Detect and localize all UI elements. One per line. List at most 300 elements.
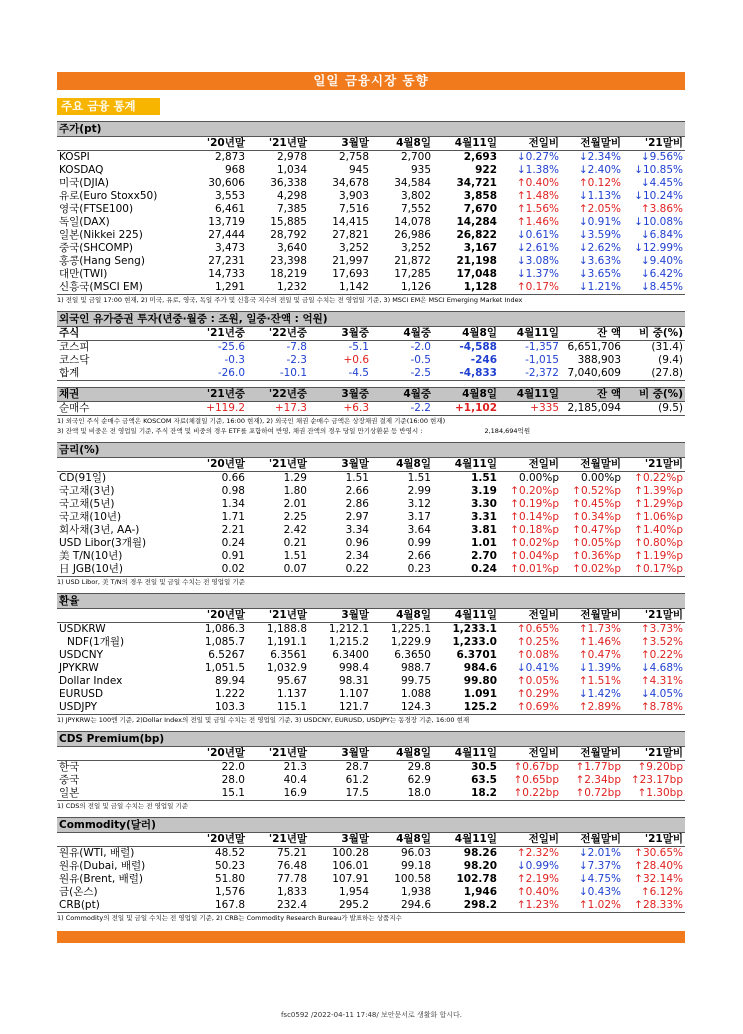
stocks-cell: 17,285	[394, 268, 431, 280]
rates-col-header	[57, 458, 185, 472]
cds-col-header: 전월말비	[561, 747, 623, 761]
stocks-cell: 27,231	[208, 255, 245, 267]
foreign-cell: 7,040,609	[561, 367, 623, 381]
stocks-row	[57, 164, 685, 177]
stocks-cell: ↑1.46%	[516, 216, 559, 228]
rates-cell: 0.96	[345, 537, 369, 549]
stocks-cell: ↑1.48%	[516, 190, 559, 202]
rates-row	[57, 563, 685, 577]
stocks-cell: ↓3.65%	[578, 268, 621, 280]
cds-col-header: '21년말	[247, 747, 309, 761]
stocks-cell: ↓3.59%	[578, 229, 621, 241]
cds-cell: 18.0	[371, 787, 433, 801]
rates-cell: ↑0.05%p	[572, 537, 621, 549]
rates-cell: 2.97	[345, 511, 369, 523]
commodity-col-header: '21말비	[623, 833, 685, 847]
fx-cell: 1.107	[338, 688, 369, 700]
fx-row-label: USDCNY	[59, 649, 104, 661]
fx-cell: ↓4.05%	[640, 688, 683, 700]
stocks-cell: 14,415	[332, 216, 369, 228]
rates-cell: 0.98	[221, 485, 245, 497]
commodity-cell: 98.26	[463, 847, 497, 859]
rates-cell: ↑0.20%p	[510, 485, 559, 497]
stocks-cell: 1,034	[276, 164, 307, 176]
commodity-cell: 167.8	[185, 899, 247, 913]
rates-cell: ↑0.19%p	[510, 498, 559, 510]
rates-cell: 3.64	[407, 524, 431, 536]
rates-cell: 2.99	[407, 485, 431, 497]
stocks-col-header: 3월말	[309, 137, 371, 151]
foreign-row	[57, 402, 685, 416]
stocks-note: 1) 전일 및 금일 17:00 현재, 2) 미국, 유로, 영국, 독일 주가 및 신흥국 지수의 전일 및 금일 수치는 전 영업일 기준, 3) MSCI EM은 MSCI Emerging Market Index	[57, 296, 523, 304]
rates-cell: 1.51	[283, 550, 307, 562]
stocks-cell: 2,873	[214, 151, 245, 163]
commodity-col-header	[57, 833, 185, 847]
commodity-row	[57, 899, 685, 913]
cds-cell: ↑23.17bp	[630, 774, 683, 786]
stocks-cell: 30,606	[208, 177, 245, 189]
cds-cell: 40.4	[283, 774, 307, 786]
stocks-cell: 27,821	[332, 229, 369, 241]
foreign-cell: -2.3	[286, 354, 307, 366]
rates-cell: 2.01	[283, 498, 307, 510]
foreign-note-2	[57, 426, 685, 436]
fx-cell: 6.3701	[456, 649, 497, 661]
cds-cell: 30.5	[471, 761, 497, 773]
fx-table	[57, 609, 685, 715]
cds-table	[57, 747, 685, 801]
foreign-cell: -25.6	[217, 341, 245, 353]
rates-cell: 1.34	[221, 498, 245, 510]
rates-row-label: 국고채(5년)	[59, 498, 115, 510]
rates-cell: ↑0.34%p	[572, 511, 621, 523]
cds-row	[57, 761, 685, 775]
foreign-col-header: 3월중	[309, 327, 371, 341]
stocks-cell: 17,693	[332, 268, 369, 280]
foreign-col-header: 채권	[57, 388, 185, 402]
rates-cell: 2.21	[221, 524, 245, 536]
fx-row	[57, 662, 685, 675]
commodity-cell: ↓2.01%	[578, 847, 621, 859]
stocks-cell: ↓6.42%	[640, 268, 683, 280]
stocks-row-label: KOSPI	[59, 151, 90, 163]
commodity-cell: ↑30.65%	[634, 847, 683, 859]
cds-title: CDS Premium(bp)	[57, 731, 685, 747]
cds-cell: ↑0.22bp	[499, 787, 561, 801]
fx-cell: 125.2	[433, 701, 499, 715]
stocks-cell: 14,078	[394, 216, 431, 228]
stocks-cell: 34,721	[456, 177, 497, 189]
rates-cell: ↑0.18%p	[510, 524, 559, 536]
rates-table	[57, 458, 685, 577]
stocks-row	[57, 151, 685, 165]
cds-row-label: 중국	[59, 774, 80, 786]
foreign-cell: -2.5	[371, 367, 433, 381]
stocks-row	[57, 190, 685, 203]
stocks-row	[57, 268, 685, 281]
rates-cell: 3.31	[471, 511, 497, 523]
commodity-row	[57, 886, 685, 899]
fx-cell: ↑3.52%	[640, 636, 683, 648]
commodity-row-label: 원유(Brent, 배럴)	[59, 873, 143, 885]
stocks-cell: 3,252	[338, 242, 369, 254]
commodity-cell: 232.4	[247, 899, 309, 913]
stocks-cell: ↓12.99%	[634, 242, 683, 254]
fx-cell: 1.088	[400, 688, 431, 700]
stocks-cell: 26,986	[394, 229, 431, 241]
rates-cell: 0.21	[283, 537, 307, 549]
commodity-cell: ↑1.02%	[561, 899, 623, 913]
foreign-cell: +1,102	[433, 402, 499, 416]
fx-cell: ↑0.05%	[516, 675, 559, 687]
rates-cell: 1.51	[471, 472, 497, 484]
cds-row-label: 한국	[59, 761, 80, 773]
stocks-cell: 28,792	[270, 229, 307, 241]
foreign-cell: -4,833	[433, 367, 499, 381]
rates-col-header: 전일비	[499, 458, 561, 472]
fx-cell: ↑0.25%	[516, 636, 559, 648]
commodity-col-header: 4월8일	[371, 833, 433, 847]
foreign-col-header: 4월8일	[433, 388, 499, 402]
commodity-cell: 77.78	[276, 873, 307, 885]
fx-cell: 988.7	[400, 662, 431, 674]
cds-col-header: 전일비	[499, 747, 561, 761]
foreign-cell: -2.2	[371, 402, 433, 416]
rates-row	[57, 498, 685, 511]
stocks-cell: 36,338	[270, 177, 307, 189]
fx-col-header: 전일비	[499, 609, 561, 623]
fx-cell: ↓1.42%	[578, 688, 621, 700]
foreign-cell: (31.4)	[651, 341, 683, 353]
rates-row	[57, 524, 685, 537]
foreign-cell: 6,651,706	[567, 341, 621, 353]
commodity-col-header: 3월말	[309, 833, 371, 847]
foreign-col-header: 4월8일	[433, 327, 499, 341]
commodity-cell: 1,946	[463, 886, 497, 898]
fx-col-header: '21말비	[623, 609, 685, 623]
foreign-note-1: 1) 외국인 주식 순매수 금액은 KOSCOM 자료(체결일 기준, 16:00 현재), 2) 외국인 채권 순매수 금액은 상장채권 결제 기준(16:00 현재)	[57, 417, 446, 425]
stocks-cell: 1,128	[433, 281, 499, 295]
rates-row-label: 日 JGB(10년)	[57, 563, 185, 577]
commodity-cell: ↑2.19%	[516, 873, 559, 885]
foreign-col-header: '22년중	[247, 327, 309, 341]
fx-cell: 121.7	[309, 701, 371, 715]
rates-cell: 0.02	[185, 563, 247, 577]
commodity-row-label: 금(온스)	[59, 886, 98, 898]
rates-cell: 2.66	[407, 550, 431, 562]
rates-cell: 1.51	[345, 472, 369, 484]
fx-cell: ↑1.46%	[578, 636, 621, 648]
commodity-cell: ↑28.33%	[623, 899, 685, 913]
commodity-cell: ↑28.40%	[634, 860, 683, 872]
stocks-col-header: '21년말	[247, 137, 309, 151]
rates-col-header: '21말비	[623, 458, 685, 472]
cds-col-header: '20년말	[185, 747, 247, 761]
stocks-row-label: 중국(SHCOMP)	[59, 242, 134, 254]
stocks-cell: 4,298	[276, 190, 307, 202]
rates-cell: 2.25	[283, 511, 307, 523]
commodity-header-row	[57, 833, 685, 847]
commodity-row-label: CRB(pt)	[57, 899, 185, 913]
stocks-cell: 21,997	[332, 255, 369, 267]
rates-cell: 1.29	[283, 472, 307, 484]
foreign-row-label: 순매수	[57, 402, 185, 416]
fx-cell: ↓1.39%	[578, 662, 621, 674]
commodity-cell: 75.21	[276, 847, 307, 859]
stocks-cell: ↓3.08%	[516, 255, 559, 267]
fx-cell: 6.3400	[332, 649, 369, 661]
stocks-cell: 1,291	[185, 281, 247, 295]
commodity-col-header: '21년말	[247, 833, 309, 847]
cds-col-header: 3월말	[309, 747, 371, 761]
stocks-col-header: '20년말	[185, 137, 247, 151]
stocks-cell: ↓10.24%	[634, 190, 683, 202]
commodity-cell: ↑1.23%	[499, 899, 561, 913]
rates-cell: 2.70	[471, 550, 497, 562]
cds-cell: ↑9.20bp	[637, 761, 683, 773]
fx-col-header: 전월말비	[561, 609, 623, 623]
foreign-cell: -0.3	[224, 354, 245, 366]
stocks-cell: ↓0.27%	[516, 151, 559, 163]
cds-cell: 28.7	[345, 761, 369, 773]
foreign-cell: (9.5)	[623, 402, 685, 416]
rates-row-label: 국고채(10년)	[59, 511, 122, 523]
commodity-cell: 294.6	[371, 899, 433, 913]
stocks-cell: 3,553	[214, 190, 245, 202]
stocks-cell: ↑1.56%	[516, 203, 559, 215]
foreign-cell: +17.3	[247, 402, 309, 416]
rates-row-label: USD Libor(3개월)	[59, 537, 147, 549]
cds-note: 1) CDS의 전일 및 금일 수치는 전 영업일 기준	[57, 802, 189, 810]
fx-cell: ↑0.65%	[516, 623, 559, 635]
foreign-row	[57, 367, 685, 381]
fx-cell: ↑0.69%	[499, 701, 561, 715]
stocks-cell: ↓2.40%	[578, 164, 621, 176]
stocks-cell: 7,385	[276, 203, 307, 215]
rates-cell: 2.42	[283, 524, 307, 536]
rates-cell: ↑1.06%p	[634, 511, 683, 523]
stocks-cell: ↑3.86%	[640, 203, 683, 215]
fx-cell: 1.222	[214, 688, 245, 700]
rates-row	[57, 485, 685, 498]
section-badge: 주요 금융 통계	[57, 98, 160, 115]
stocks-row	[57, 255, 685, 268]
stocks-row	[57, 281, 685, 295]
cds-cell: 61.2	[345, 774, 369, 786]
commodity-col-header: 전월말비	[561, 833, 623, 847]
commodity-row	[57, 873, 685, 886]
rates-row-label: 회사채(3년, AA-)	[59, 524, 140, 536]
cds-cell: ↑0.67bp	[513, 761, 559, 773]
foreign-cell: +6.3	[309, 402, 371, 416]
fx-row-label: Dollar Index	[59, 675, 123, 687]
fx-cell: 99.80	[463, 675, 497, 687]
rates-cell: ↑0.22%p	[634, 472, 683, 484]
cds-block	[57, 731, 685, 811]
stocks-cell: 15,885	[270, 216, 307, 228]
stocks-row	[57, 242, 685, 255]
commodity-cell: 1,938	[400, 886, 431, 898]
fx-row	[57, 701, 685, 715]
stocks-cell: ↑0.17%	[499, 281, 561, 295]
rates-row	[57, 550, 685, 563]
rates-cell: 3.19	[471, 485, 497, 497]
stocks-cell: 922	[475, 164, 497, 176]
rates-cell: 1.71	[221, 511, 245, 523]
rates-cell: ↑0.36%p	[572, 550, 621, 562]
rates-cell: 3.81	[471, 524, 497, 536]
stocks-cell: ↓9.56%	[640, 151, 683, 163]
fx-cell: 984.6	[463, 662, 497, 674]
footer-bar	[57, 931, 685, 943]
commodity-cell: ↓4.75%	[578, 873, 621, 885]
report	[57, 72, 685, 943]
commodity-cell: ↑32.14%	[634, 873, 683, 885]
foreign-cell: -5.1	[348, 341, 369, 353]
stocks-cell: 26,822	[456, 229, 497, 241]
stocks-cell: 3,802	[400, 190, 431, 202]
fx-cell: 1,229.9	[390, 636, 431, 648]
rates-cell: ↑0.45%p	[572, 498, 621, 510]
fx-block	[57, 593, 685, 725]
foreign-col-header: '21년중	[185, 327, 247, 341]
stocks-cell: 7,552	[400, 203, 431, 215]
cds-cell: 28.0	[221, 774, 245, 786]
cds-cell: ↑0.65bp	[513, 774, 559, 786]
rates-cell: ↑0.02%p	[561, 563, 623, 577]
rates-cell: 0.07	[247, 563, 309, 577]
page-footer: fsc0592 /2022-04-11 17:48/ 보안문서로 생활화 합시다.	[280, 1011, 463, 1019]
cds-cell: ↑0.72bp	[561, 787, 623, 801]
commodity-cell: ↑0.40%	[516, 886, 559, 898]
stocks-cell: 2,978	[276, 151, 307, 163]
commodity-cell: 102.78	[456, 873, 497, 885]
fx-cell: 1,191.1	[266, 636, 307, 648]
stocks-cell: ↓1.21%	[561, 281, 623, 295]
foreign-cell: (27.8)	[623, 367, 685, 381]
stocks-row-label: 독일(DAX)	[59, 216, 110, 228]
cds-col-header: 4월11일	[433, 747, 499, 761]
cds-row-label: 일본	[57, 787, 185, 801]
foreign-row-label: 코스피	[59, 341, 90, 353]
foreign-cell: -10.1	[247, 367, 309, 381]
report-title: 일일 금융시장 동향	[57, 72, 685, 90]
stocks-cell: 14,733	[208, 268, 245, 280]
fx-col-header: '21년말	[247, 609, 309, 623]
stocks-cell: 18,219	[270, 268, 307, 280]
cds-cell: 18.2	[433, 787, 499, 801]
commodity-cell: ↓7.37%	[578, 860, 621, 872]
stocks-cell: ↓3.63%	[578, 255, 621, 267]
fx-col-header	[57, 609, 185, 623]
fx-cell: 1,188.8	[266, 623, 307, 635]
rates-cell: ↑0.47%p	[572, 524, 621, 536]
foreign-col-header: 4월11일	[499, 388, 561, 402]
commodity-cell: 51.80	[214, 873, 245, 885]
foreign-col-header: 주식	[57, 327, 185, 341]
stocks-cell: 7,516	[338, 203, 369, 215]
commodity-col-header: 전일비	[499, 833, 561, 847]
rates-cell: 0.00%p	[518, 472, 559, 484]
foreign-cell: 388,903	[577, 354, 621, 366]
commodity-cell: ↑2.32%	[516, 847, 559, 859]
stocks-cell: ↓8.45%	[623, 281, 685, 295]
commodity-row	[57, 847, 685, 861]
stocks-title: 주가(pt)	[57, 121, 685, 137]
stocks-row-label: 영국(FTSE100)	[59, 203, 134, 215]
commodity-cell: 1,576	[214, 886, 245, 898]
commodity-cell: 100.28	[332, 847, 369, 859]
commodity-cell: 96.03	[400, 847, 431, 859]
rates-col-header: 4월8일	[371, 458, 433, 472]
commodity-row-label: 원유(Dubai, 배럴)	[59, 860, 146, 872]
foreign-col-header: 잔 액	[561, 327, 623, 341]
stocks-row-label: 홍콩(Hang Seng)	[59, 255, 145, 267]
rates-row	[57, 472, 685, 486]
fx-row-label: EURUSD	[59, 688, 104, 700]
stocks-cell: 3,858	[463, 190, 497, 202]
foreign-cell: -0.5	[410, 354, 431, 366]
foreign-cell: -7.8	[286, 341, 307, 353]
stocks-cell: ↓10.85%	[634, 164, 683, 176]
rates-cell: 3.34	[345, 524, 369, 536]
foreign-row	[57, 354, 685, 367]
stocks-cell: 968	[224, 164, 245, 176]
stocks-row	[57, 177, 685, 190]
fx-row	[57, 649, 685, 662]
rates-row-label: CD(91일)	[59, 472, 107, 484]
rates-header-row	[57, 458, 685, 472]
rates-cell: ↑0.17%p	[623, 563, 685, 577]
stocks-cell: 21,872	[394, 255, 431, 267]
fx-col-header: 4월8일	[371, 609, 433, 623]
stocks-cell: 1,142	[309, 281, 371, 295]
rates-cell: 0.24	[433, 563, 499, 577]
foreign-cell: +119.2	[185, 402, 247, 416]
fx-row	[57, 675, 685, 688]
fx-cell: ↑0.22%	[640, 649, 683, 661]
fx-cell: 1,051.5	[204, 662, 245, 674]
stocks-col-header: 4월11일	[433, 137, 499, 151]
fx-cell: ↓0.41%	[516, 662, 559, 674]
fx-cell: ↑1.73%	[578, 623, 621, 635]
stocks-cell: 7,670	[463, 203, 497, 215]
stocks-cell: ↓2.61%	[516, 242, 559, 254]
rates-cell: 2.86	[345, 498, 369, 510]
stocks-block	[57, 121, 685, 305]
cds-cell: ↑2.34bp	[575, 774, 621, 786]
rates-cell: 0.22	[309, 563, 371, 577]
rates-cell: 0.23	[371, 563, 433, 577]
rates-cell: 1.80	[283, 485, 307, 497]
fx-cell: 998.4	[338, 662, 369, 674]
stocks-cell: 3,473	[214, 242, 245, 254]
foreign-col-header: 비 중(%)	[623, 327, 685, 341]
stocks-row-label: KOSDAQ	[59, 164, 104, 176]
stocks-cell: ↓9.40%	[640, 255, 683, 267]
commodity-cell: 1,954	[338, 886, 369, 898]
stocks-cell: ↑0.12%	[578, 177, 621, 189]
foreign-col-header: 잔 액	[561, 388, 623, 402]
commodity-cell: 298.2	[433, 899, 499, 913]
fx-row-label: JPYKRW	[59, 662, 99, 674]
commodity-cell: 76.48	[276, 860, 307, 872]
foreign-col-header: 비 중(%)	[623, 388, 685, 402]
cds-row	[57, 774, 685, 787]
foreign-note-2-value: 2,184,694억원	[484, 427, 531, 435]
rates-cell: 2.34	[345, 550, 369, 562]
fx-cell: 1,212.1	[328, 623, 369, 635]
